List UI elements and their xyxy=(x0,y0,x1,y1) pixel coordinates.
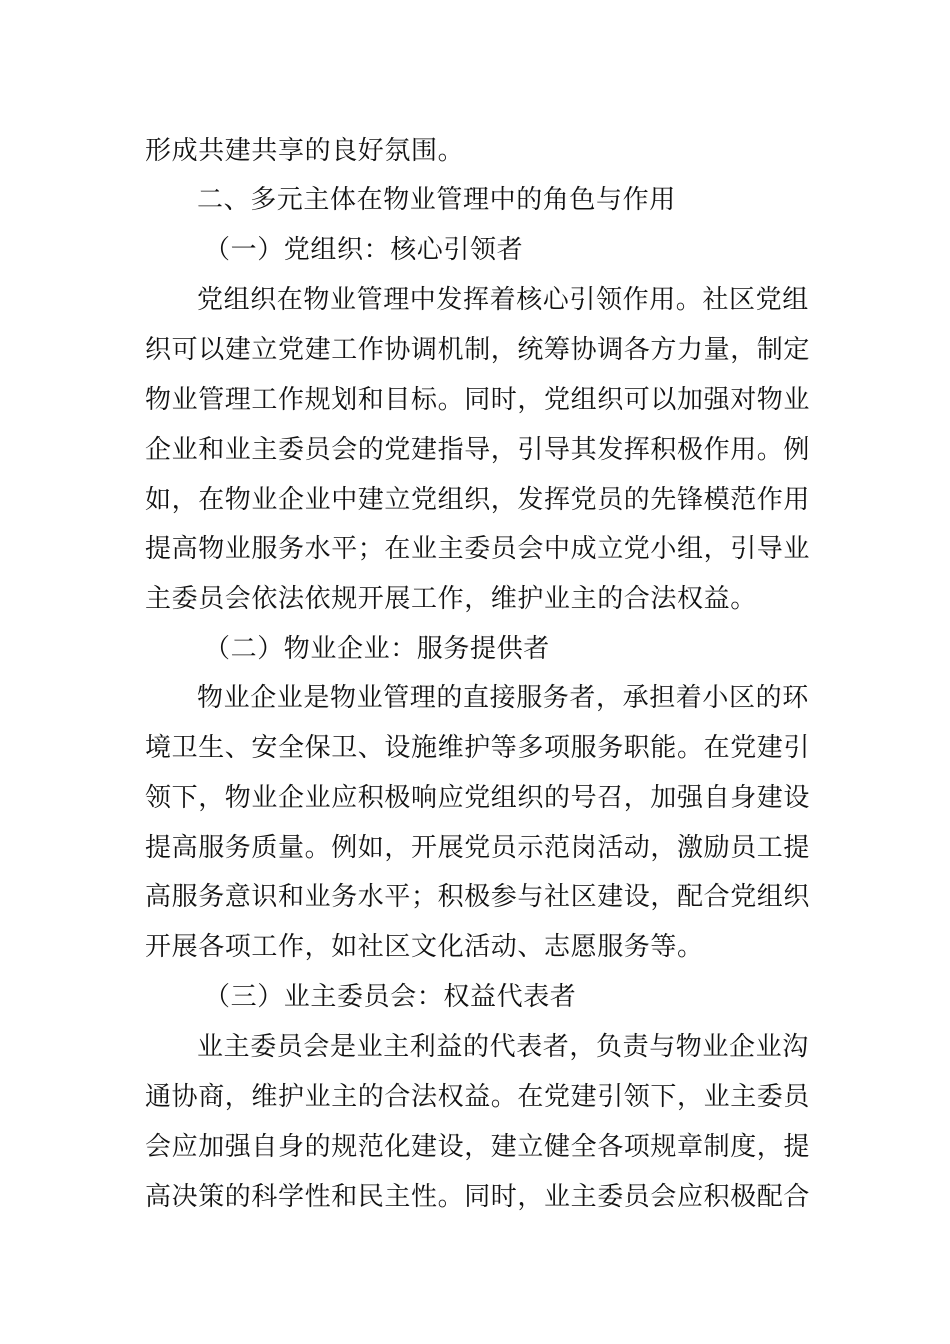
paragraph-line: 企业和业主委员会的党建指导，引导其发挥积极作用。例 xyxy=(145,435,811,465)
paragraph-line: 开展各项工作，如社区文化活动、志愿服务等。 xyxy=(145,932,704,962)
paragraph-line: 物业管理工作规划和目标。同时，党组织可以加强对物业 xyxy=(145,385,811,415)
paragraph-line: 高决策的科学性和民主性。同时，业主委员会应积极配合 xyxy=(145,1182,811,1212)
paragraph-continuation-line: 形成共建共享的良好氛围。 xyxy=(145,136,465,166)
paragraph-line: 通协商，维护业主的合法权益。在党建引领下，业主委员 xyxy=(145,1082,811,1112)
paragraph-line: 提高物业服务水平；在业主委员会中成立党小组，引导业 xyxy=(145,534,811,564)
paragraph-line: 物业企业是物业管理的直接服务者，承担着小区的环 xyxy=(197,683,809,713)
paragraph-line: 会应加强自身的规范化建设，建立健全各项规章制度，提 xyxy=(145,1132,811,1162)
paragraph-line: 提高服务质量。例如，开展党员示范岗活动，激励员工提 xyxy=(145,833,811,863)
paragraph-line: 领下，物业企业应积极响应党组织的号召，加强自身建设 xyxy=(145,783,811,813)
subsection-heading-3: （三）业主委员会：权益代表者 xyxy=(204,982,577,1012)
subsection-heading-1: （一）党组织：核心引领者 xyxy=(204,235,524,265)
subsection-heading-2: （二）物业企业：服务提供者 xyxy=(204,634,550,664)
paragraph-line: 如，在物业企业中建立党组织，发挥党员的先锋模范作用 xyxy=(145,485,811,515)
paragraph-line: 境卫生、安全保卫、设施维护等多项服务职能。在党建引 xyxy=(145,733,811,763)
paragraph-line: 党组织在物业管理中发挥着核心引领作用。社区党组 xyxy=(197,285,809,315)
paragraph-line: 高服务意识和业务水平；积极参与社区建设，配合党组织 xyxy=(145,882,811,912)
paragraph-line: 业主委员会是业主利益的代表者，负责与物业企业沟 xyxy=(197,1032,809,1062)
paragraph-line: 主委员会依法依规开展工作，维护业主的合法权益。 xyxy=(145,584,757,614)
paragraph-line: 织可以建立党建工作协调机制，统筹协调各方力量，制定 xyxy=(145,335,811,365)
section-heading: 二、多元主体在物业管理中的角色与作用 xyxy=(197,185,676,215)
